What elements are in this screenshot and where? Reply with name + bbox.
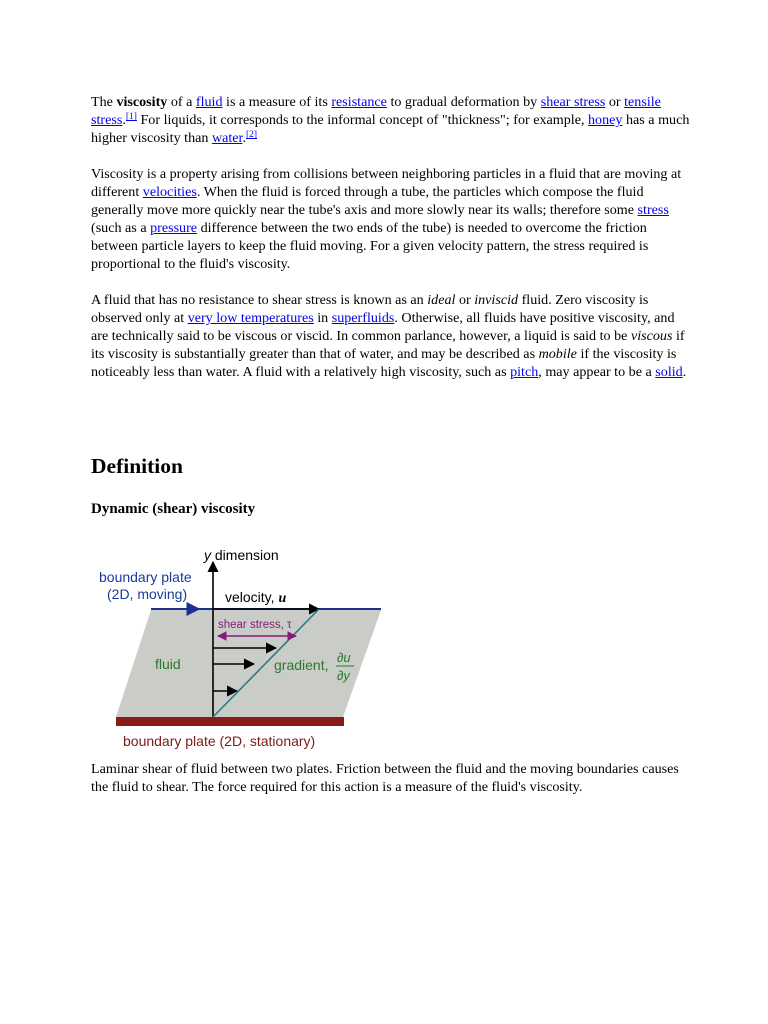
ideal-fluid-paragraph (91, 291, 691, 381)
ideal-term: ideal (427, 292, 456, 308)
text: if its viscosity is substantially greater than that of water, and may be described as (91, 328, 685, 362)
text: . When the fluid is forced through a tube, the particles which compose the fluid generally move more quickly near the tube's axis and more slowly near its walls; therefore some (91, 184, 644, 218)
figure-caption: Laminar shear of fluid between two plates. Friction between the fluid and the moving boundaries causes the fluid to shear. The force required for this action is a measure of the fluid's viscosity. (91, 761, 679, 795)
reference-2[interactable]: [2] (246, 130, 258, 140)
viscous-term: viscous (630, 328, 673, 344)
link-pitch[interactable]: pitch (510, 364, 539, 380)
link-tensile-stress[interactable]: tensile stress (91, 94, 661, 128)
shear-stress-label: shear stress, τ (218, 619, 292, 631)
text: or (455, 292, 475, 308)
text: For liquids, it corresponds to the informal concept of "thickness"; for example, (136, 112, 588, 128)
collisions-paragraph (91, 165, 691, 273)
boundary-plate-moving-label-1: boundary plate (99, 569, 192, 585)
mobile-term: mobile (538, 346, 577, 362)
text: Viscosity is a property arising from collisions between neighboring particles in a fluid that are moving at different (91, 166, 682, 200)
intro-paragraph (91, 93, 691, 147)
y-dimension-label: y dimension (204, 547, 279, 563)
link-very-low-temperatures[interactable]: very low temperatures (187, 310, 314, 326)
inviscid-term: inviscid (474, 292, 519, 308)
viscosity-term: viscosity (116, 94, 168, 110)
text: if the viscosity is noticeably less than water. A fluid with a relatively high viscosity, such as (91, 346, 677, 380)
section-heading-definition: Definition (91, 454, 183, 478)
link-shear-stress[interactable]: shear stress (540, 94, 606, 110)
text: in (313, 310, 332, 326)
diagram-svg (91, 540, 391, 756)
link-velocities[interactable]: velocities (142, 184, 197, 200)
text: (such as a (91, 220, 151, 236)
link-superfluids[interactable]: superfluids (331, 310, 395, 326)
boundary-plate-stationary-label: boundary plate (2D, stationary) (123, 733, 316, 749)
fluid-label: fluid (155, 656, 181, 672)
link-honey[interactable]: honey (588, 112, 623, 128)
link-pressure[interactable]: pressure (150, 220, 198, 236)
text: of a (167, 94, 196, 110)
text: , may appear to be a (538, 364, 656, 380)
velocity-label: velocity, u (225, 589, 287, 606)
text: to gradual deformation by (386, 94, 541, 110)
link-resistance[interactable]: resistance (331, 94, 387, 110)
link-solid[interactable]: solid (655, 364, 683, 380)
text: . (122, 112, 126, 128)
text: A fluid that has no resistance to shear stress is known as an (91, 292, 428, 308)
link-water[interactable]: water (211, 130, 243, 146)
text: . Otherwise, all fluids have positive viscosity, and are technically said to be viscous or viscid. In common parlance, however, a liquid is said to be (91, 310, 675, 344)
link-stress[interactable]: stress (637, 202, 669, 218)
article-body (91, 93, 691, 381)
gradient-numerator: ∂u (337, 650, 351, 665)
subsection-heading-dynamic-viscosity: Dynamic (shear) viscosity (91, 501, 256, 517)
text: or (605, 94, 625, 110)
link-fluid[interactable]: fluid (195, 94, 223, 110)
text: has a much higher viscosity than (91, 112, 690, 146)
gradient-denominator: ∂y (337, 668, 350, 683)
text: fluid. Zero viscosity is observed only at (91, 292, 649, 326)
boundary-plate-moving-label-2: (2D, moving) (107, 586, 188, 602)
gradient-label: gradient, (274, 657, 329, 673)
bottom-boundary-plate (116, 717, 344, 726)
laminar-shear-diagram (91, 540, 391, 761)
text: The (91, 94, 117, 110)
text: difference between the two ends of the tube) is needed to overcome the friction between particle layers to keep the fluid moving. For a given velocity pattern, the stress required is proportional to the fluid's viscosity. (91, 220, 649, 272)
reference-1[interactable]: [1] (125, 112, 137, 122)
text: . (242, 130, 247, 146)
text: . (682, 364, 687, 380)
text: is a measure of its (222, 94, 332, 110)
